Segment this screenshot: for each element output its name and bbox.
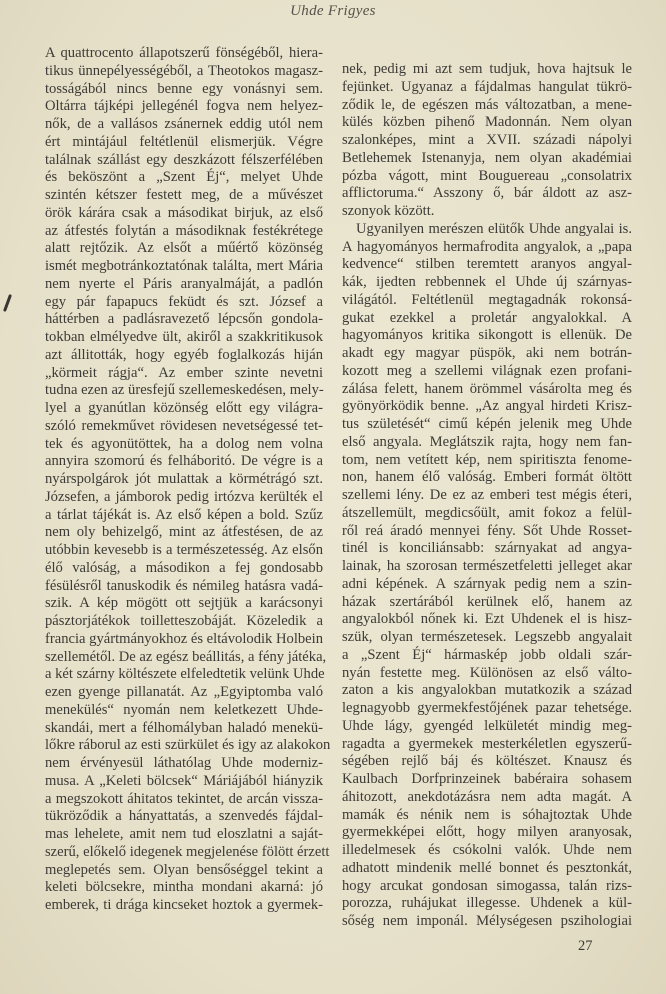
text-line: utóbbin kevesebb is a természetesség. Az elsőn — [45, 542, 323, 558]
text-line: átszellemült, megdicsőült, amit fokoz a felül- — [342, 504, 632, 521]
text-line: Ugyanilyen merészen elütők Uhde angyalai is. — [356, 220, 632, 237]
text-line: tek és agyonütöttek, ha a dolog nem volna — [45, 435, 323, 452]
text-line: tinél is konciliánsabb: szárnyakat ad angya- — [342, 540, 632, 557]
text-line: alatt rejtőzik. Az elsőt a műértő közönség — [45, 240, 323, 257]
text-line: szük, olyan természetesek. Legszebb angyalait — [342, 629, 632, 645]
text-line: gukat ezekkel a proletár angyalokkal. A — [342, 309, 632, 326]
text-line: nyárspolgárok jót mulattak a körmétrágó szt. — [45, 471, 323, 487]
text-line: Józsefen, a jámborok pedig irtózva kerülték el — [45, 488, 323, 505]
text-line: gyermekképei előtt, hogy milyen aranyosak, — [342, 824, 632, 841]
text-line: világától. Feltétlenül megtagadnák rokonsá- — [342, 291, 632, 308]
text-line: és beköszönt a „Szent Éj“, melyet Uhde — [45, 169, 323, 186]
text-line: szonyok között. — [342, 203, 435, 219]
text-line: tosságából nincs benne egy vonásnyi sem. — [45, 80, 323, 97]
text-line: nek, pedig mi azt sem tudjuk, hova hajtsuk le — [342, 61, 632, 77]
text-line: ségében rejlő báj és költészet. Knausz és — [342, 753, 632, 770]
text-line: tikus ünnepélyességéből, a Theotokos magasz- — [45, 62, 323, 79]
text-line: nem oly behizelgő, mint az átfestésen, de az — [45, 524, 323, 541]
text-line: nők, de a vallásos zsánernek eddig utól nem — [45, 116, 323, 132]
text-line: külés közben pihenő Madonnán. Nem olyan — [342, 114, 632, 131]
text-line: mamák és nénik nem is sóhajtoztak Uhde — [342, 806, 632, 823]
text-line: tom, nem vetített kép, nem spiritiszta fenome- — [342, 451, 632, 468]
text-line: találnak szállást egy deszkázott félszerfélében — [45, 151, 323, 168]
text-line: francia gyártmányokhoz és eltávolodik Holbein — [45, 630, 324, 647]
text-line: keleti bölcsekre, mintha mondani akarná: jó — [45, 879, 323, 896]
text-line: illedelmesek és csókolni valók. Uhde nem — [342, 842, 632, 858]
text-line: azt állitották, hogy egyéb foglalkozás hiján — [45, 346, 323, 363]
text-line: hogy arcukat gondosan simogassa, talán rizs- — [342, 877, 632, 894]
text-line: ről reá áradó mennyei fény. Sőt Uhde Rosset- — [342, 522, 632, 539]
text-line: non, hanem élő valóság. Emberi formát öltött — [342, 469, 632, 486]
text-line: örök kárára csak a másodikat birjuk, az első — [45, 204, 323, 221]
page-number: 27 — [578, 938, 593, 954]
right-text-column — [342, 61, 632, 931]
text-line: fésülésről tanuskodik és némileg hatásra vadá- — [45, 577, 323, 594]
text-line: az átfestés folytán a másodiknak festékrétege — [45, 222, 323, 239]
text-line: tükröződik a hányattatás, a szenvedés fájdal- — [45, 808, 323, 825]
text-line: meglepetés sem. Olyan bensőséggel tekint a — [45, 861, 323, 878]
text-line: a megszokott áhitatos tekintet, de arcán vissza- — [45, 790, 323, 807]
text-line: porozza, ruhájukat illegesse. Uhdenek a kül- — [342, 895, 632, 912]
text-line: A quattrocento állapotszerű fönségéből, hiera- — [45, 45, 323, 61]
text-line: sőség nem imponál. Mélységesen pszihologiai — [342, 913, 632, 929]
text-line: szellemi lény. De ez az emberi test mégis éteri, — [342, 487, 632, 503]
text-line: afflictoruma.“ Asszony ő, bár áldott az asz- — [342, 185, 632, 202]
text-line: musa. A „Keleti bölcsek“ Máriájából hiányzik — [45, 772, 323, 789]
text-line: fejünket. Ugyanaz a fájdalmas hangulat tükrö- — [342, 78, 632, 95]
text-line: kedvence“ stilben teremtett aranyos angyal- — [342, 256, 632, 273]
text-line: a két szárny költészete elfeledtetik velünk Uhde — [45, 666, 325, 683]
running-header: Uhde Frigyes — [290, 3, 376, 19]
text-line: legnagyobb gyermekfestőjének pazar tehetsége. — [342, 700, 632, 716]
text-line: A hagyományos hermafrodita angyalok, a „papa — [342, 238, 632, 255]
text-line: szellemétől. De az egész beállitás, a fény játéka, — [45, 648, 327, 665]
text-line: annyira szomorú és felháboritó. De végre is a — [45, 453, 323, 470]
text-line: egy pár fapapucs feküdt és szt. József a — [45, 293, 323, 310]
text-line: ismét megbotránkoztatónak találta, mert Mária — [45, 258, 323, 274]
text-line: szintén kétszer festett meg, de a művészet — [45, 187, 323, 203]
text-line: nyán festette meg. Különösen az első válto- — [342, 664, 632, 681]
text-line: „körmeit rágja“. Az ember szinte nevetni — [45, 364, 323, 381]
left-text-column — [45, 45, 331, 915]
text-line: Kaulbach Dorfprinzeinek babéraira sohasem — [342, 771, 632, 787]
text-line: ragadta a gyermekek mesterkéletlen egyszerű- — [342, 735, 632, 752]
text-line: a „Szent Éj“ hármaskép jobb oldali szár- — [342, 646, 632, 663]
text-line: pózba vágott, mint Bouguereau „consolatrix — [342, 167, 632, 184]
text-line: emberek, ti drága kincseket hoztok a gyermek- — [45, 897, 323, 913]
text-line: angyalokból nőnek ki. Ezt Uhdenek el is hisz- — [342, 611, 632, 628]
text-line: kozott meg a szellemi világnak ezen profani- — [342, 362, 632, 379]
text-line: skandái, mert a félhomályban haladó menekü- — [45, 719, 323, 736]
text-line: adhatott mindenik mellé bonnet és pesztonkát, — [342, 859, 632, 876]
text-line: első angyala. Meglátszik rajta, hogy nem fan- — [342, 433, 632, 450]
text-line: lyel a gyanútlan közönség előtt egy világra- — [45, 400, 323, 416]
text-line: tus születését“ cimű képén jelenik meg Uhde — [342, 416, 632, 432]
margin-pencil-mark — [3, 294, 12, 312]
text-line: ezen gyenge pillanatát. Az „Egyiptomba való — [45, 684, 323, 700]
text-line: zálása felett, hanem örömmel vásárolta meg és — [342, 380, 632, 397]
text-line: nem érvényesül láthatólag Uhde moderniz- — [45, 755, 323, 771]
text-line: áhitozott, anekdotázásra nem adta magát. A — [342, 788, 632, 805]
text-line: háttérben a padlásravezető lépcsőn gondola- — [45, 311, 323, 328]
text-line: mas lehelete, amit nem tud eloszlatni a saját- — [45, 826, 323, 842]
text-line: Uhde lágy, gyengéd lelkületét mindig meg- — [342, 717, 632, 734]
text-line: pásztorjátékok toilletteszobáját. Közeledik a — [45, 613, 323, 629]
text-line: ződik le, de egészen más változatban, a mene- — [342, 96, 632, 113]
text-line: szerű, előkelő idegenek megjelenése fölött érzett — [45, 843, 330, 860]
text-line: nem nyerte el Páris aranyalmáját, a padlón — [45, 275, 323, 292]
text-line: szalonképes, mint a XVII. századi nápolyi — [342, 132, 632, 148]
text-line: a tárlat tájékát is. Az első képen a bold. Szűz — [45, 506, 323, 523]
text-line: akadt egy magyar püspök, aki nem botrán- — [342, 345, 632, 361]
text-line: szóló remekművet rövidesen nevetségessé tet- — [45, 417, 323, 434]
text-line: zaton a kis angyalokban mutatkozik a század — [342, 682, 632, 699]
text-line: Betlehemek Istenanyja, nem olyan akadémiai — [342, 149, 632, 166]
text-line: gyönyörködik benne. „Az angyal hirdeti Krisz- — [342, 398, 632, 415]
text-line: ért mintájául feltétlenül elismerjük. Végre — [45, 133, 323, 150]
text-line: tudna ezen az üresfejű szellemeskedésen, mely- — [45, 382, 324, 399]
text-line: szik. A kép mögött ott sejtjük a karácsonyi — [45, 595, 323, 612]
text-line: házak szertárából kerülnek elő, hanem az — [342, 593, 632, 610]
text-line: tokban elmélyedve ült, akiről a szakkritikusok — [45, 329, 323, 345]
text-line: kák, ijedten rebbennek el Uhde új szárnyas- — [342, 274, 632, 290]
text-line: lainak, ha szorosan természetfeletti jelleget akar — [342, 558, 632, 574]
text-line: menekülés“ nyomán nem keletkezett Uhde- — [45, 701, 323, 718]
text-line: élő valóság, a másodikon a fej gondosabb — [45, 559, 323, 576]
text-line: adni képének. A szárnyak pedig nem a szin- — [342, 575, 632, 592]
text-line: lőkre ráborul az esti szürkület és igy az alakokon — [45, 737, 331, 754]
text-line: hagyományos kritika sikongott is ellenük. De — [342, 327, 632, 344]
text-line: Oltárra tájképi jellegénél fogva nem helyez- — [45, 98, 323, 115]
